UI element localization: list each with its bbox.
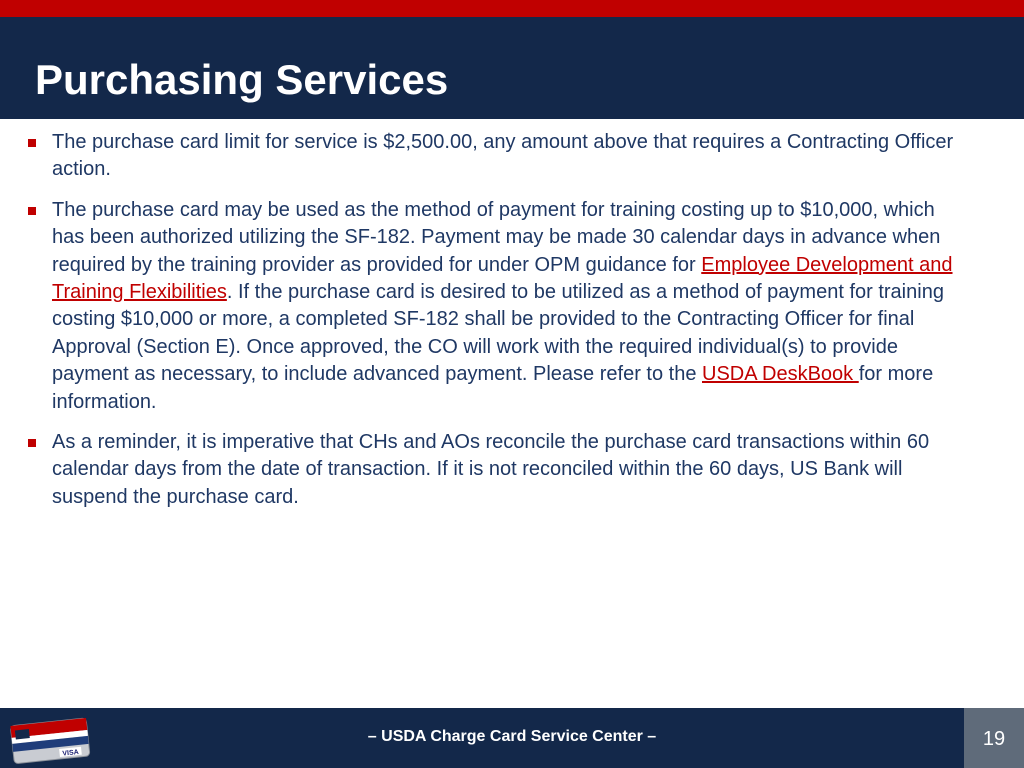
bullet-item <box>27 429 967 511</box>
bullet-text: The purchase card may be used as the method of payment for training costing up to $10,000, which has been authorized utilizing the SF-182. Payment may be made 30 calendar days in advance when required by the training provider as provided for under OPM guidance for <box>52 198 941 276</box>
page-number: 19 <box>982 728 1006 750</box>
employee-development-link[interactable]: Employee Development and Training Flexibilities <box>52 253 953 304</box>
square-bullet-icon <box>28 139 36 147</box>
title-bar <box>0 17 1024 119</box>
top-accent-stripe <box>0 0 1024 17</box>
footer-title: – USDA Charge Card Service Center – <box>367 728 657 745</box>
bullet-text: As a reminder, it is imperative that CHs and AOs reconcile the purchase card transactions within 60 calendar days from the date of transaction. If it is not reconciled within the 60 days, US Bank will suspend the purchase card. <box>52 431 930 508</box>
square-bullet-icon <box>28 439 36 447</box>
page-title: Purchasing Services <box>35 56 449 103</box>
bullet-text: The purchase card limit for service is $2,500.00, any amount above that requires a Contracting Officer action. <box>52 131 954 181</box>
bullet-item <box>27 197 967 416</box>
footer-bar <box>0 708 1024 768</box>
bullet-text: for more information. <box>52 363 934 413</box>
bullet-item <box>27 129 967 184</box>
slide-content <box>27 129 967 524</box>
bullet-text: . If the purchase card is desired to be utilized as a method of payment for training costing $10,000 or more, a completed SF-182 shall be provided to the Contracting Officer for final Approval (Section E). Once approved, the CO will work with the required individual(s) to provide payment as necessary, to include advanced payment. Please refer to the <box>52 281 944 386</box>
svg-text:VISA: VISA <box>62 748 80 758</box>
square-bullet-icon <box>28 207 36 215</box>
page-number-box <box>964 708 1024 768</box>
usda-deskbook-link[interactable]: USDA DeskBook <box>702 363 859 386</box>
